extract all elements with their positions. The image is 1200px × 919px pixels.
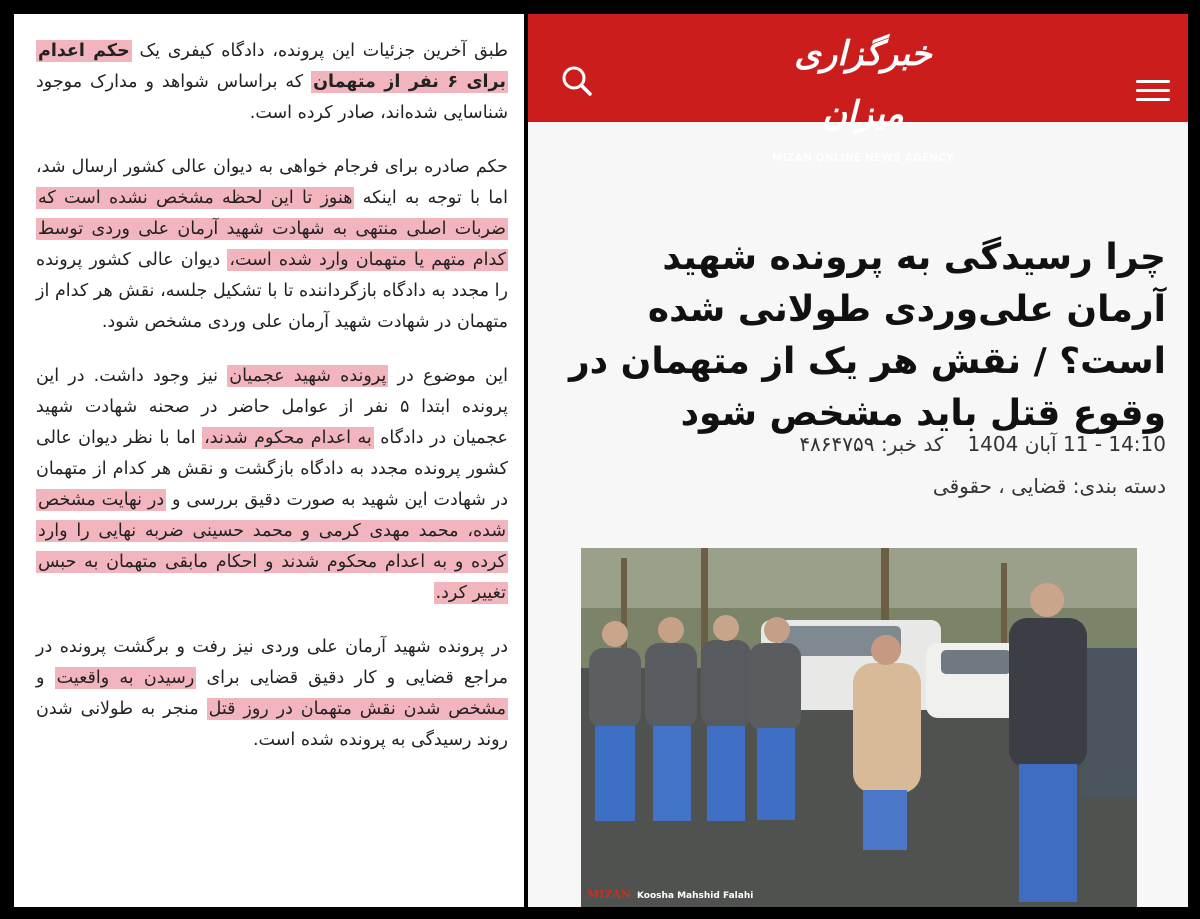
- paragraph-text: حکم صادره برای فرجام خواهی به دیوان عالی کشور ارسال شد، اما با توجه به اینکه: [36, 157, 508, 208]
- paragraph-text: منجر به طولانی شدن روند رسیدگی به پرونده شده است.: [36, 699, 508, 750]
- news-photo: [581, 548, 1137, 907]
- paragraph-text: که براساس شواهد و مدارک موجود شناسایی شده‌اند، صادر کرده است.: [36, 72, 508, 123]
- highlighted-text: حکم اعدام برای ۶ نفر از متهمان: [38, 41, 506, 92]
- photo-credit-name: Koosha Mahshid Falahi: [636, 891, 754, 901]
- highlighted-text: مشخص شدن نقش متهمان در روز قتل: [208, 699, 506, 719]
- news-page-panel: [528, 14, 1188, 907]
- highlighted-text: هنوز تا این لحظه مشخص نشده است که ضربات اصلی منتهی به شهادت شهید آرمان علی وردی توسط کدام متهم یا متهمان وارد شده است،: [38, 188, 506, 270]
- logo-text-fa: خبرگزاری میزان: [794, 34, 932, 134]
- highlighted-text: پرونده شهید عجمیان: [229, 366, 387, 386]
- search-icon[interactable]: [560, 64, 594, 98]
- news-datetime: 14:10 - 11 آبان 1404: [967, 432, 1166, 456]
- paragraph-text: این موضوع در: [388, 366, 508, 386]
- site-logo[interactable]: [768, 24, 958, 164]
- news-category: [728, 474, 1166, 498]
- paragraph-text: در پرونده شهید آرمان علی وردی نیز رفت و برگشت پرونده در مراجع قضایی و کار دقیق قضایی برای: [36, 637, 508, 688]
- category-label: دسته بندی:: [1072, 474, 1166, 498]
- logo-text-en: MIZAN ONLINE NEWS AGENCY: [771, 152, 955, 164]
- paragraph-text: نیز وجود داشت. در این پرونده ابتدا ۵ نفر از عوامل حاضر در صحنه شهادت شهید عجمیان در دادگاه: [36, 366, 508, 448]
- article-paragraph-4: [36, 632, 508, 756]
- photo-brand: MIZAN: [587, 888, 631, 901]
- article-paragraph-1: [36, 36, 508, 129]
- article-paragraph-3: [36, 361, 508, 609]
- paragraph-text: طبق آخرین جزئیات این پرونده، دادگاه کیفری یک: [131, 41, 508, 61]
- news-meta: [728, 432, 1166, 456]
- category-value[interactable]: قضایی ، حقوقی: [932, 474, 1067, 498]
- article-paragraph-2: [36, 152, 508, 338]
- highlighted-text: به اعدام محکوم شدند،: [204, 428, 372, 448]
- paragraph-text: اما با نظر دیوان عالی کشور پرونده مجدد به دادگاه بازگشت و نقش هر کدام از متهمان در شهادت این شهید به صورت دقیق بررسی و: [36, 428, 508, 510]
- article-panel: [14, 14, 524, 907]
- news-code-value: ۴۸۶۴۷۵۹: [799, 432, 875, 456]
- photo-credit: [587, 888, 753, 901]
- paragraph-text: دیوان عالی کشور پرونده را مجدد به دادگاه بازگرداننده تا با تشکیل جلسه، نقش هر کدام از متهمان در شهادت شهید آرمان علی وردی مشخص شود.: [36, 250, 508, 332]
- news-headline: چرا رسیدگی به پرونده شهید آرمان علی‌وردی طولانی شده است؟ / نقش هر یک از متهمان در وقوع قتل باید مشخص شود: [568, 237, 1166, 434]
- highlighted-text: رسیدن به واقعیت: [56, 668, 195, 688]
- news-code-label: کد خبر:: [880, 432, 944, 456]
- photo-illustration: [581, 548, 1137, 907]
- site-header: [528, 14, 1188, 164]
- paragraph-text: و: [36, 668, 55, 688]
- hamburger-menu-icon[interactable]: [1136, 80, 1170, 106]
- highlighted-text: در نهایت مشخص شده، محمد مهدی کرمی و محمد حسینی ضربه نهایی را وارد کرده و به اعدام محکوم شدند و احکام مابقی متهمان به حبس تغییر کرد.: [38, 490, 506, 603]
